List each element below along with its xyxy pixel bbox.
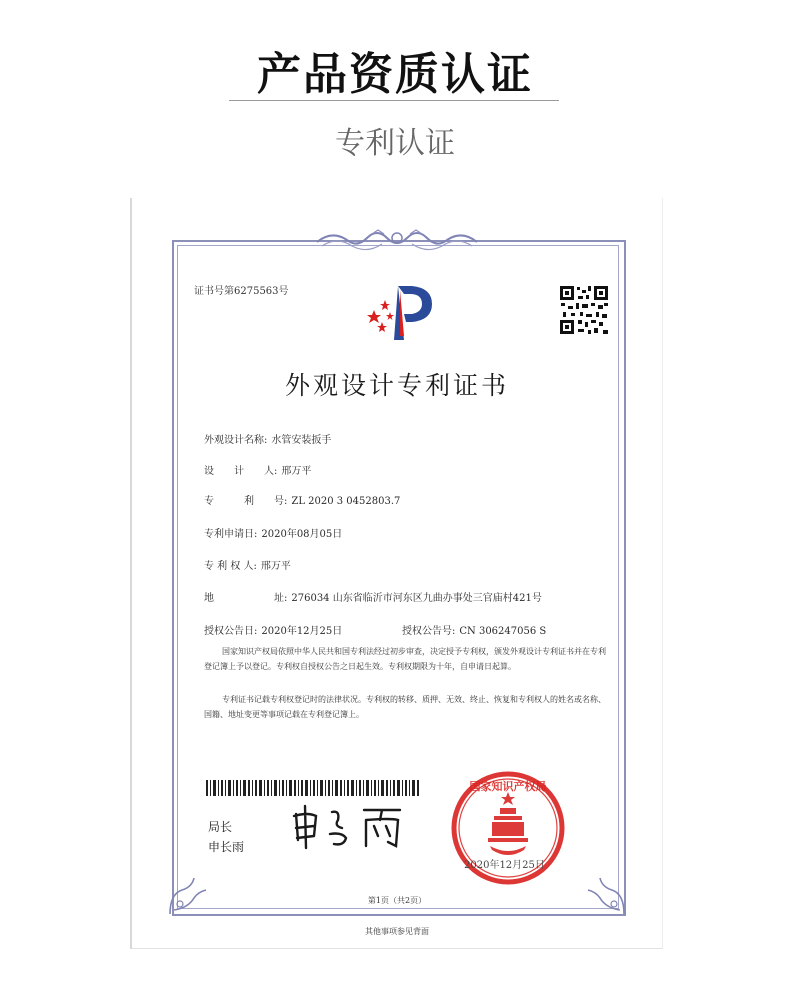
- page-number: 第1页（共2页）: [367, 896, 427, 905]
- field-label: 专 利 号:: [204, 496, 288, 507]
- field-designer: [204, 462, 311, 477]
- field-label: 授权公告号:: [402, 626, 456, 637]
- cnipa-logo-icon: [360, 280, 442, 342]
- field-address: [204, 589, 542, 604]
- footer-note: 其他事项参见背面: [365, 927, 429, 936]
- field-filing-date: [204, 525, 342, 540]
- field-label: 地 址:: [204, 593, 288, 604]
- field-label: 授权公告日:: [204, 626, 258, 637]
- field-label: 外观设计名称:: [204, 435, 268, 446]
- top-ornament-icon: [312, 226, 482, 256]
- field-value: CN 306247056 S: [459, 626, 547, 637]
- qr-code-icon: [558, 284, 610, 336]
- field-label: 专 利 权 人:: [204, 561, 257, 572]
- field-label: 专利申请日:: [204, 529, 258, 540]
- field-grant-date: [204, 622, 342, 637]
- barcode-icon: [206, 780, 420, 796]
- page-subtitle: 专利认证: [335, 126, 455, 161]
- field-value: 276034 山东省临沂市河东区九曲办事处三官庙村421号: [291, 593, 542, 604]
- handwritten-signature: [288, 802, 416, 852]
- field-value: 水管安装扳手: [271, 435, 332, 446]
- seal-text: 国家知识产权局: [469, 780, 547, 793]
- field-patentee: [204, 557, 291, 572]
- field-label: 设 计 人:: [204, 466, 278, 477]
- paragraph-legal-status: 专利证书记载专利权登记时的法律状况。专利权的转移、质押、无效、终止、恢复和专利权人的姓名或名称、国籍、地址变更等事项记载在专利登记簿上。: [204, 695, 606, 719]
- signatory-role: 局长: [208, 820, 233, 834]
- field-value: 邢万平: [281, 466, 312, 477]
- seal-date: 2020年12月25日: [464, 860, 545, 871]
- paragraph-grant-statement: 国家知识产权局依照中华人民共和国专利法经过初步审查，决定授予专利权，颁发外观设计专利证书并在专利登记簿上予以登记。专利权自授权公告之日起生效。专利权期限为十年，自申请日起算。: [204, 647, 606, 671]
- page-title: 产品资质认证: [257, 49, 533, 100]
- certificate-title: 外观设计专利证书: [284, 371, 509, 400]
- title-divider: [229, 100, 559, 101]
- field-value: 邢万平: [260, 561, 291, 572]
- patent-certificate-image: [130, 198, 663, 949]
- signatory-name: 申长雨: [208, 840, 245, 854]
- field-design-name: [204, 431, 331, 446]
- field-value: ZL 2020 3 0452803.7: [291, 496, 401, 507]
- field-grant-number: [402, 622, 546, 637]
- certificate-number: 证书号第6275563号: [194, 286, 289, 297]
- field-value: 2020年08月05日: [261, 529, 343, 540]
- field-value: 2020年12月25日: [261, 626, 343, 637]
- field-patent-number: [204, 492, 400, 507]
